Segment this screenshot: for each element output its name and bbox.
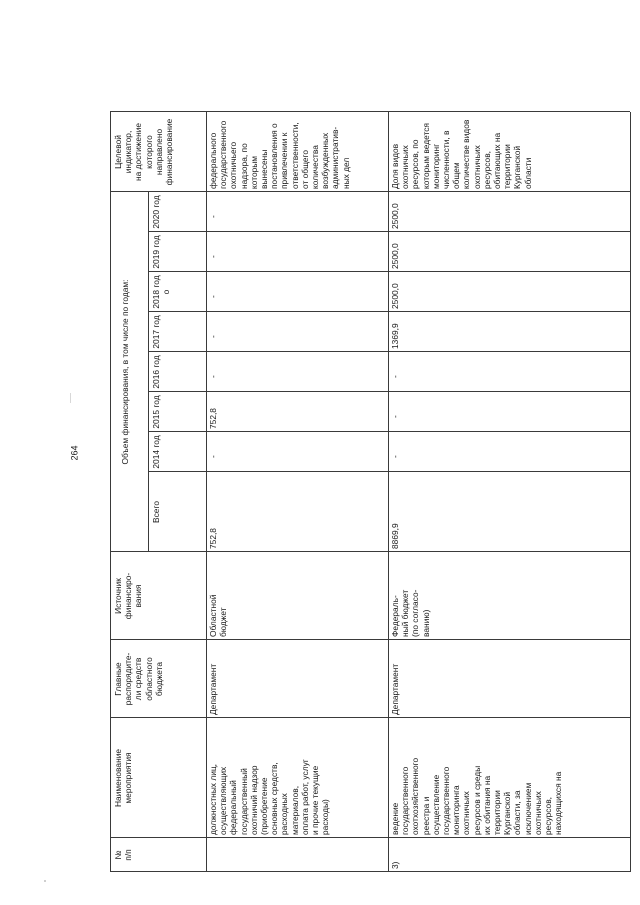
header-year-2014: 2014 год xyxy=(151,435,161,469)
page-number: 264 xyxy=(69,445,80,461)
row1-2020: - xyxy=(208,215,218,218)
header-num: № п/п xyxy=(113,849,134,861)
row2-num: 3) xyxy=(390,861,400,869)
row1-2014: - xyxy=(208,455,218,458)
header-year-2017: 2017 год xyxy=(151,315,161,349)
header-name: Наименование мероприятия xyxy=(113,748,134,808)
row1-2015: 752,8 xyxy=(208,408,218,429)
row2-2016: - xyxy=(390,375,400,378)
row2-source: Федераль- ный бюджет (по согласо- ванию) xyxy=(390,589,431,637)
row2-2019: 2500,0 xyxy=(390,243,400,269)
row1-2016: - xyxy=(208,375,218,378)
row1-admin: Департамент xyxy=(208,663,218,715)
header-year-2015: 2015 год xyxy=(151,395,161,429)
header-year-2020: 2020 год xyxy=(151,195,161,229)
row1-2019: - xyxy=(208,255,218,258)
row1-source: Областной бюджет xyxy=(208,594,229,637)
header-year-2016: 2016 год xyxy=(151,355,161,389)
header-year-2019: 2019 год xyxy=(151,235,161,269)
row1-2018: - xyxy=(208,295,218,298)
row2-admin: Департамент xyxy=(390,663,400,715)
header-indicator: Целевой индикатор, на достижение которого направлено финансирование xyxy=(113,118,175,186)
scan-artifact xyxy=(70,393,71,403)
row2-2017: 1369,9 xyxy=(390,323,400,349)
header-volume: Объем финансирования, в том числе по годам: xyxy=(120,279,130,465)
header-source: Источник финансиро- вания xyxy=(113,572,144,620)
header-admin: Главные распорядите- ли средств областного бюджета xyxy=(113,652,164,706)
row2-name: ведение государственного охотхозяйственного реестра и осуществление государственного мониторинга охотничьих ресурсов и среды их обитания на территории Курганской области, за исключением охотничьих ресурсов, находящихся на xyxy=(390,757,564,835)
row2-total: 8869,9 xyxy=(390,523,400,549)
row2-2018: 2500,0 xyxy=(390,283,400,309)
row2-indicator: Доля видов охотничьих ресурсов, по которым ведется мониторинг численности, в общем количестве видов охотничьих ресурсов, обитающих на территории Курганской области xyxy=(390,119,533,189)
row2-2014: - xyxy=(390,455,400,458)
row1-total: 752,8 xyxy=(208,528,218,549)
row1-indicator: федерального государственного охотничьего надзора, по которым вынесены постановления о привлечении к ответственности, от общего количества возбужденных административ- ных дел xyxy=(208,120,351,189)
row1-2017: - xyxy=(208,335,218,338)
financing-table xyxy=(110,112,630,872)
scan-artifact xyxy=(44,880,46,882)
header-year-2018: 2018 год о xyxy=(151,275,172,309)
row2-2015: - xyxy=(390,415,400,418)
row1-name: должностных лиц, осуществляющих федеральный государственный охотничий надзор (приобретение основных средств, расходных материалов, оплата работ, услуг и прочие текущие расходы) xyxy=(208,759,331,835)
header-total: Всего xyxy=(151,501,161,523)
row2-2020: 2500,0 xyxy=(390,203,400,229)
